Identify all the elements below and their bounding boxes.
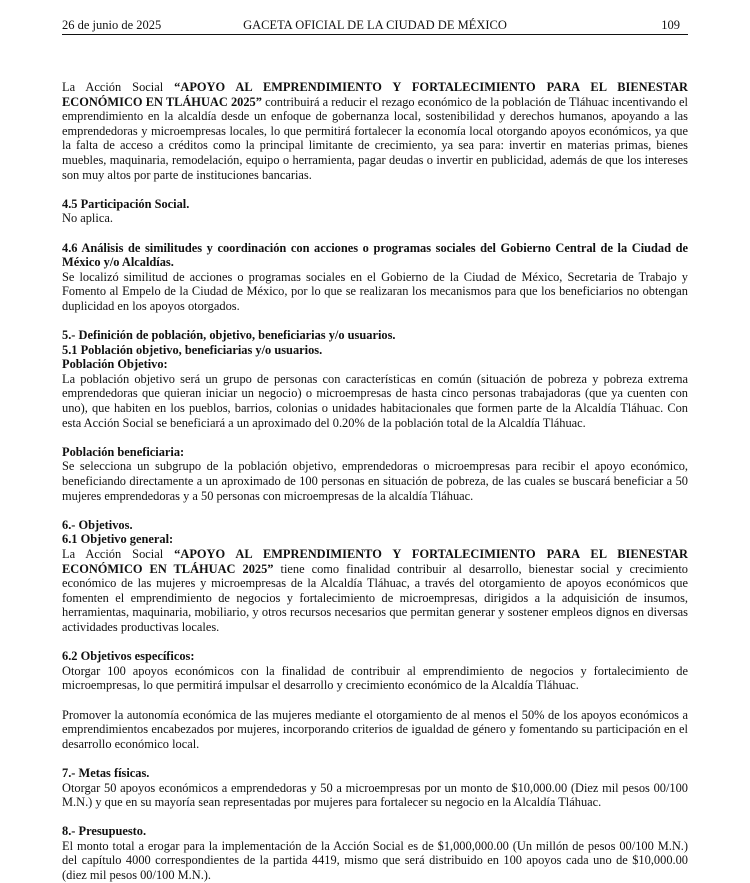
- objetivos-especificos-text-2: Promover la autonomía económica de las mujeres mediante el otorgamiento de al menos el 50% de los apoyos económicos a emprendimientos encabezados por mujeres, incorporando criterios de igualdad de género y fomentando su participación en el desarrollo económico local.: [62, 707, 688, 751]
- intro-body: contribuirá a reducir el rezago económico de la población de Tláhuac incentivando el emprendimiento en la alcaldía desde un enfoque de gobernanza local, sostenibilidad y derechos humanos, apoyando a las emprendedoras y microempresas locales, lo que permitirá fortalecer la economía local otorgando apoyos económicos, ya que la falta de acceso a créditos como la principal limitante de crecimiento, ya sea para: invertir en materias primas, bienes muebles, maquinaria, remodelación, equipo o herramienta, pagar deudas o invertir en publicidad, además de que los intereses son muy altos por parte de instituciones bancarias.: [62, 94, 689, 182]
- page-number: 109: [661, 18, 680, 32]
- intro-lead: La Acción Social: [62, 80, 175, 94]
- section-7-text: Otorgar 50 apoyos económicos a emprendedoras y 50 a microempresas por un monto de $10,000.00 (Diez mil pesos 00/100 M.N.) y que en su mayoría sean representadas por mujeres para fortalecer su negocio en la Alcaldía Tláhuac.: [62, 780, 688, 810]
- poblacion-objetivo-text: La población objetivo será un grupo de personas con características en común (situación de pobreza y pobreza extrema emprendedoras que quieran iniciar un negocio) o microempresas de hasta cinco personas trabajadoras (que ya cuenten con uno), que habiten en los pueblos, barrios, colonias o unidades habitacionales que formen parte de la Alcaldía Tláhuac. Con esta Acción Social se beneficiará a un aproximado del 0.20% de la población total de la Alcaldía Tláhuac.: [62, 371, 688, 430]
- objetivo-general-lead: La Acción Social: [62, 547, 175, 561]
- page-header: [62, 16, 688, 35]
- intro-program-name: “APOYO AL EMPRENDIMIENTO Y FORTALECIMIENTO PARA EL BIENESTAR ECONÓMICO EN TLÁHUAC 2025”: [62, 80, 688, 109]
- poblacion-objetivo-heading: Población Objetivo:: [62, 357, 168, 372]
- section-4-5-heading: 4.5 Participación Social.: [62, 196, 190, 211]
- section-8-text: El monto total a erogar para la implementación de la Acción Social es de $1,000,000.00 (Un millón de pesos 00/100 M.N.) del capítulo 4000 correspondientes de la partida 4419, mismo que será distribuido en 100 apoyos cada uno de $10,000.00 (diez mil pesos 00/100 M.N.).: [62, 838, 688, 883]
- section-6-2-heading: 6.2 Objetivos específicos:: [62, 649, 195, 664]
- document-body: [62, 80, 688, 883]
- intro-paragraph: [62, 80, 688, 182]
- header-date: 26 de junio de 2025: [62, 18, 162, 32]
- objetivos-especificos-text-1: Otorgar 100 apoyos económicos con la finalidad de contribuir al emprendimiento de negocios y fortalecimiento de microempresas, lo que permitirá impulsar el desarrollo y crecimiento económico de la Alcaldía Tláhuac.: [62, 663, 688, 693]
- section-4-6-heading: 4.6 Análisis de similitudes y coordinación con acciones o programas sociales del Gobierno Central de la Ciudad de México y/o Alcaldías.: [62, 240, 688, 270]
- poblacion-beneficiaria-text: Se selecciona un subgrupo de la población objetivo, emprendedoras o microempresas para recibir el apoyo económico, beneficiando directamente a un aproximado de 100 personas en situación de pobreza, de las cuales se buscará beneficiar a 50 mujeres emprendedoras y a 50 personas con microempresas de la alcaldía Tláhuac.: [62, 459, 688, 503]
- section-4-6-text: Se localizó similitud de acciones o programas sociales en el Gobierno de la Ciudad de México, Secretaria de Trabajo y Fomento al Empelo de la Ciudad de México, por lo que se realizaran los mecanismos para que los beneficiarios no obtengan duplicidad en los apoyos otorgados.: [62, 269, 688, 313]
- section-8-heading: 8.- Presupuesto.: [62, 824, 147, 839]
- section-4-5-text: No aplica.: [62, 211, 113, 226]
- section-7-heading: 7.- Metas físicas.: [62, 765, 150, 780]
- section-5-heading: 5.- Definición de población, objetivo, beneficiarias y/o usuarios.: [62, 328, 396, 343]
- header-title: GACETA OFICIAL DE LA CIUDAD DE MÉXICO: [243, 18, 507, 32]
- objetivo-general-body: tiene como finalidad contribuir al desarrollo, bienestar social y crecimiento económico de las mujeres y microempresas de la Alcaldía Tláhuac, a través del otorgamiento de apoyos económicos que fomenten el emprendimiento de negocios y fortalecimiento de microempresas, dirigidos a la adquisición de insumos, herramientas, maquinaria, mobiliario, y otros recursos necesarios que permitan generar y sostener empleos dignos en diversas actividades productivas locales.: [62, 561, 688, 634]
- section-6-1-heading: 6.1 Objetivo general:: [62, 532, 174, 547]
- section-5-1-heading: 5.1 Población objetivo, beneficiarias y/o usuarios.: [62, 342, 323, 357]
- objetivo-general-paragraph: [62, 547, 688, 635]
- section-6-heading: 6.- Objetivos.: [62, 517, 133, 532]
- poblacion-beneficiaria-heading: Población beneficiaria:: [62, 444, 185, 459]
- objetivo-general-program: “APOYO AL EMPRENDIMIENTO Y FORTALECIMIENTO PARA EL BIENESTAR ECONÓMICO EN TLÁHUAC 2025”: [62, 547, 688, 576]
